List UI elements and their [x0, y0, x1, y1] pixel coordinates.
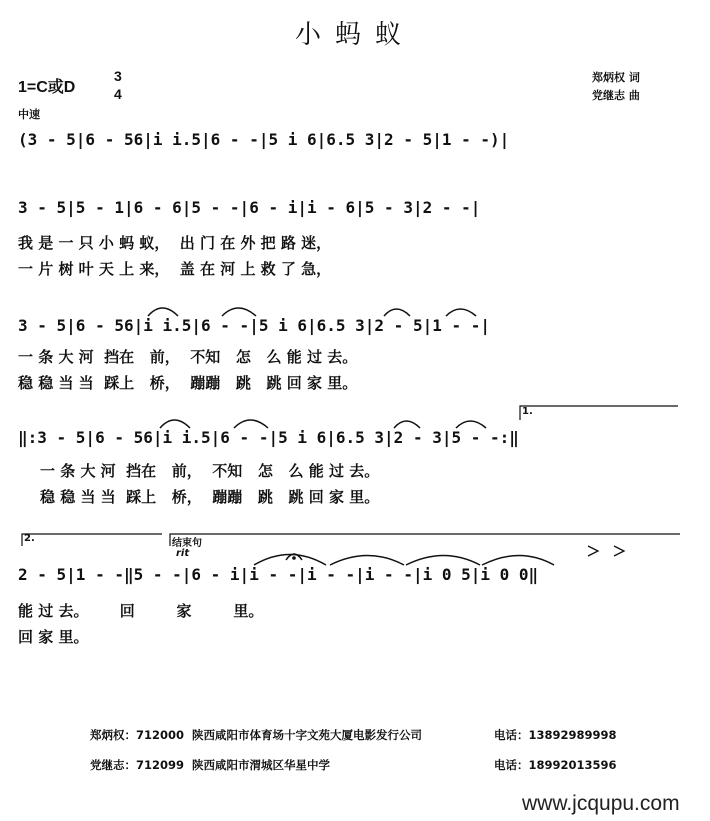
- notation-row-3: ‖:3 - 5|6 - 56|i i.5|6 - -|5 i 6|6.5 3|2 - 3|5 - -:‖: [18, 428, 519, 447]
- lyric-row-4-verse-1: 能 过 去。 回 家 里。: [18, 602, 264, 620]
- notation-row-intro: (3 - 5|6 - 56|i i.5|6 - -|5 i 6|6.5 3|2 - 5|1 - -)|: [18, 130, 510, 149]
- key-signature: 1=C或D: [18, 79, 76, 96]
- lyric-row-2-verse-1: 一 条 大 河 挡在 前， 不知 怎 么 能 过 去。: [18, 348, 358, 366]
- tempo-marking: 中速: [18, 108, 40, 121]
- composer-credit: 党继志 曲: [592, 89, 640, 102]
- coda-label: 结束句: [172, 538, 202, 549]
- song-title: 小蚂蚁: [294, 20, 415, 50]
- time-signature-top: 3: [114, 68, 122, 84]
- notation-row-4: 2 - 5|1 - -‖5 - -|6 - i|i - -|i - -|i - -|i 0 5|i 0 0‖: [18, 565, 539, 584]
- notation-row-1: 3 - 5|5 - 1|6 - 6|5 - -|6 - i|i - 6|5 - 3|2 - -|: [18, 198, 481, 217]
- lyricist-credit: 郑炳权 词: [592, 71, 640, 84]
- lyric-row-4-verse-2: 回 家 里。: [18, 628, 89, 646]
- footer-lyricist-address: 郑炳权：712000 陕西咸阳市体育场十字文苑大厦电影发行公司: [90, 728, 423, 742]
- time-signature-bottom: 4: [114, 86, 122, 102]
- lyric-row-2-verse-2: 稳 稳 当 当 踩上 桥， 蹦蹦 跳 跳 回 家 里。: [18, 374, 358, 392]
- lyric-row-1-verse-2: 一 片 树 叶 天 上 来， 盖 在 河 上 救 了 急，: [18, 260, 332, 278]
- watermark[interactable]: www.jcqupu.com: [522, 792, 680, 815]
- notation-row-2: 3 - 5|6 - 56|i i.5|6 - -|5 i 6|6.5 3|2 - 5|1 - -|: [18, 316, 491, 335]
- ritardando-marking: rit: [176, 548, 190, 559]
- volta-1-label: 1.: [522, 406, 533, 417]
- lyric-row-3-verse-1: 一 条 大 河 挡在 前， 不知 怎 么 能 过 去。: [40, 462, 380, 480]
- volta-2-label: 2.: [24, 533, 35, 544]
- footer-composer-phone: 电话：18992013596: [494, 758, 617, 772]
- lyric-row-3-verse-2: 稳 稳 当 当 踩上 桥， 蹦蹦 跳 跳 回 家 里。: [40, 488, 380, 506]
- lyric-row-1-verse-1: 我 是 一 只 小 蚂 蚁， 出 门 在 外 把 路 迷，: [18, 234, 332, 252]
- footer-composer-address: 党继志：712099 陕西咸阳市渭城区华星中学: [90, 758, 331, 772]
- footer-lyricist-phone: 电话：13892989998: [494, 728, 617, 742]
